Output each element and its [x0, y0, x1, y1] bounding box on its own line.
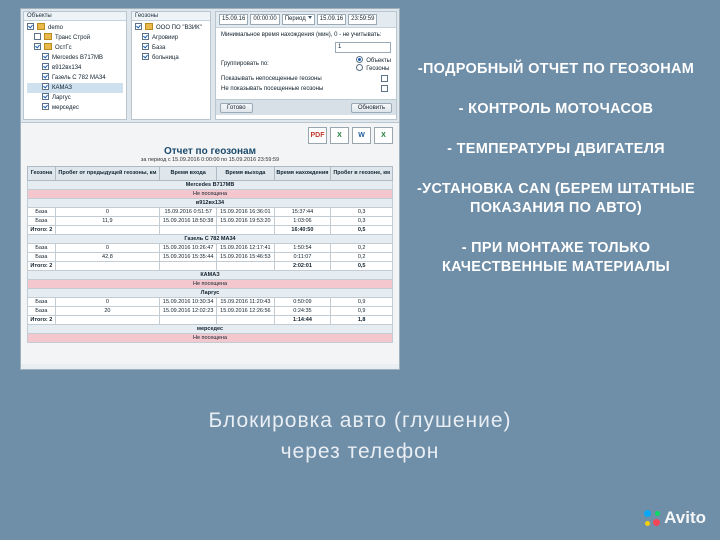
- tree-item-label: мерседес: [52, 105, 79, 111]
- tree-item[interactable]: [135, 53, 207, 63]
- group-label: в912вх134: [28, 199, 393, 208]
- cell-enter-time: [160, 316, 217, 325]
- tree-item[interactable]: [27, 103, 123, 113]
- show-unvisited-row[interactable]: [221, 75, 391, 82]
- cell-prev-distance: 20: [55, 307, 159, 316]
- cell-in-distance: 0,2: [331, 253, 393, 262]
- cell-total-label: Итого: 2: [28, 226, 56, 235]
- period-select[interactable]: Период: [282, 14, 315, 25]
- cell-in-distance: 0,2: [331, 244, 393, 253]
- radio-icon[interactable]: [356, 64, 363, 71]
- params-body: [216, 28, 396, 99]
- cell-geozone: База: [28, 217, 56, 226]
- cell-prev-distance: 0: [55, 244, 159, 253]
- tree-item[interactable]: [27, 23, 123, 33]
- not-visited-label: Не посещена: [28, 334, 393, 343]
- table-row: [28, 271, 393, 280]
- export-csv-button[interactable]: X: [374, 127, 393, 144]
- table-row: [28, 190, 393, 199]
- tree-item[interactable]: [27, 33, 123, 43]
- avito-label: Avito: [664, 508, 706, 527]
- folder-icon: [44, 33, 52, 40]
- cell-geozone: База: [28, 253, 56, 262]
- cell-enter-time: 15.09.2016 10:30:34: [160, 298, 217, 307]
- tree-item[interactable]: [27, 93, 123, 103]
- cell-prev-distance: 11,9: [55, 217, 159, 226]
- checkbox-icon[interactable]: [381, 85, 388, 92]
- min-stay-label: Минимальное время нахождения (мин), 0 - не учитывать:: [221, 32, 382, 38]
- col-in-distance: Пробег в геозоне, км: [331, 167, 393, 181]
- col-prev-distance: Пробег от предыдущей геозоны, км: [55, 167, 159, 181]
- radio-icon[interactable]: [356, 56, 363, 63]
- show-unvisited-label: Показывать непосещенные геозоны: [221, 75, 322, 82]
- hide-visited-row[interactable]: [221, 85, 391, 92]
- table-row: [28, 325, 393, 334]
- col-geozone: Геозона: [28, 167, 56, 181]
- col-duration: Время нахождения: [274, 167, 331, 181]
- export-xls-button[interactable]: X: [330, 127, 349, 144]
- top-panels: [21, 9, 399, 122]
- geozones-panel-title: Геозоны: [132, 12, 210, 21]
- promo-line-5: - ПРИ МОНТАЖЕ ТОЛЬКО КАЧЕСТВЕННЫЕ МАТЕРИАЛЫ: [441, 240, 671, 275]
- cell-in-distance: 0,9: [331, 307, 393, 316]
- cell-exit-time: 15.09.2016 15:46:53: [217, 253, 274, 262]
- export-doc-button[interactable]: W: [352, 127, 371, 144]
- tree-item[interactable]: [27, 43, 123, 53]
- footer-text: [0, 405, 720, 467]
- table-row: [28, 208, 393, 217]
- checkbox-icon[interactable]: [34, 33, 41, 40]
- cell-exit-time: 15.09.2016 12:26:56: [217, 307, 274, 316]
- objects-tree[interactable]: [24, 21, 126, 115]
- tree-item-label: База: [152, 45, 166, 51]
- tree-item-label: ООО ПО "ВЗИК": [156, 25, 202, 31]
- checkbox-icon[interactable]: [135, 23, 142, 30]
- export-toolbar: [27, 127, 393, 144]
- cell-total-label: Итого: 2: [28, 262, 56, 271]
- tree-item-label: больница: [152, 55, 179, 61]
- objects-panel: [23, 11, 127, 120]
- cell-exit-time: [217, 262, 274, 271]
- cell-duration: 2:02:01: [274, 262, 331, 271]
- geozones-panel: [131, 11, 211, 120]
- checkbox-icon[interactable]: [142, 43, 149, 50]
- cell-exit-time: 15.09.2016 16:36:01: [217, 208, 274, 217]
- tree-item[interactable]: [135, 23, 207, 33]
- cell-enter-time: 15.09.2016 0:51:57: [160, 208, 217, 217]
- cell-enter-time: 15.09.2016 12:02:23: [160, 307, 217, 316]
- params-bottom-bar: [216, 99, 396, 115]
- time-to-input[interactable]: 23:59:59: [348, 14, 377, 25]
- table-row: [28, 307, 393, 316]
- cell-duration: 15:37:44: [274, 208, 331, 217]
- time-from-input[interactable]: 00:00:00: [250, 14, 279, 25]
- cell-enter-time: 15.09.2016 18:50:38: [160, 217, 217, 226]
- cell-enter-time: 15.09.2016 15:35:44: [160, 253, 217, 262]
- date-to-input[interactable]: 15.09.16: [317, 14, 346, 25]
- report-title: Отчет по геозонам: [163, 146, 257, 157]
- tree-item-label: Агровиир: [152, 35, 179, 41]
- table-row-total: [28, 262, 393, 271]
- cell-geozone: База: [28, 208, 56, 217]
- col-enter-time: Время входа: [160, 167, 217, 181]
- tree-item-label: в912вх134: [52, 65, 82, 71]
- group-row: [221, 56, 391, 72]
- table-row: [28, 280, 393, 289]
- table-row: [28, 217, 393, 226]
- cell-in-distance: 1,8: [331, 316, 393, 325]
- tree-item-label: Mercedes B717MB: [52, 55, 104, 61]
- footer-line-1: Блокировка авто (глушение): [208, 409, 512, 432]
- table-row-total: [28, 316, 393, 325]
- cell-duration: 1:03:06: [274, 217, 331, 226]
- promo-line-1: -ПОДРОБНЫЙ ОТЧЕТ ПО ГЕОЗОНАМ: [417, 61, 695, 77]
- folder-icon: [145, 23, 153, 30]
- report-params-panel: [215, 11, 397, 120]
- cell-duration: 1:50:54: [274, 244, 331, 253]
- folder-icon: [44, 43, 52, 50]
- promo-list: [406, 60, 706, 298]
- cell-exit-time: [217, 316, 274, 325]
- min-stay-input[interactable]: 1: [335, 42, 391, 53]
- cell-duration: 0:24:35: [274, 307, 331, 316]
- cell-in-distance: 0,3: [331, 208, 393, 217]
- cell-geozone: База: [28, 307, 56, 316]
- tree-item-label: ОстГс: [55, 45, 72, 51]
- checkbox-icon[interactable]: [381, 75, 388, 82]
- promo-line-2: - КОНТРОЛЬ МОТОЧАСОВ: [458, 101, 654, 117]
- tree-item[interactable]: [27, 53, 123, 63]
- tree-item[interactable]: [135, 43, 207, 53]
- export-pdf-button[interactable]: PDF: [308, 127, 327, 144]
- table-row: [28, 289, 393, 298]
- group-label: Газель С 782 МА34: [28, 235, 393, 244]
- table-row: [28, 181, 393, 190]
- table-row: [28, 298, 393, 307]
- not-visited-label: Не посещена: [28, 190, 393, 199]
- tree-item[interactable]: [27, 73, 123, 83]
- objects-panel-title: Объекты: [24, 12, 126, 21]
- checkbox-icon[interactable]: [142, 53, 149, 60]
- tree-item-label: Газель С 782 МА34: [52, 75, 106, 81]
- promo-line-3: - ТЕМПЕРАТУРЫ ДВИГАТЕЛЯ: [447, 141, 665, 157]
- cell-duration: 0:50:09: [274, 298, 331, 307]
- checkbox-icon[interactable]: [42, 73, 49, 80]
- geozones-tree[interactable]: [132, 21, 210, 65]
- cell-exit-time: 15.09.2016 19:53:20: [217, 217, 274, 226]
- report-table: [27, 166, 393, 343]
- cell-duration: 16:40:50: [274, 226, 331, 235]
- avito-logo-icon: [644, 510, 660, 526]
- cell-geozone: База: [28, 244, 56, 253]
- refresh-button[interactable]: Обновить: [351, 103, 392, 113]
- tree-item-label: demo: [48, 25, 64, 31]
- group-label: Группировать по:: [221, 61, 269, 67]
- checkbox-icon[interactable]: [142, 33, 149, 40]
- cell-in-distance: 0,9: [331, 298, 393, 307]
- application-window: [20, 8, 400, 370]
- cell-enter-time: 15.09.2016 10:26:47: [160, 244, 217, 253]
- group-label: мерседес: [28, 325, 393, 334]
- checkbox-icon[interactable]: [42, 93, 49, 100]
- cell-enter-time: [160, 262, 217, 271]
- tree-item[interactable]: [135, 33, 207, 43]
- checkbox-icon[interactable]: [27, 23, 34, 30]
- table-row: [28, 199, 393, 208]
- cell-geozone: База: [28, 298, 56, 307]
- hide-visited-label: Не показывать посещенные геозоны: [221, 85, 324, 92]
- group-label: Mercedes B717MB: [28, 181, 393, 190]
- table-row-total: [28, 226, 393, 235]
- checkbox-icon[interactable]: [42, 83, 49, 90]
- tree-item-selected[interactable]: [27, 83, 123, 93]
- date-from-input[interactable]: 15.09.16: [219, 14, 248, 25]
- avito-watermark: [644, 508, 706, 528]
- cell-exit-time: 15.09.2016 11:20:43: [217, 298, 274, 307]
- checkbox-icon[interactable]: [34, 43, 41, 50]
- cell-enter-time: [160, 226, 217, 235]
- cell-in-distance: 0,5: [331, 262, 393, 271]
- checkbox-icon[interactable]: [42, 103, 49, 110]
- group-option-objects[interactable]: Объекты: [356, 56, 391, 64]
- tree-item-label: Ларгус: [52, 95, 71, 101]
- checkbox-icon[interactable]: [42, 53, 49, 60]
- not-visited-label: Не посещена: [28, 280, 393, 289]
- folder-icon: [37, 23, 45, 30]
- cell-prev-distance: [55, 226, 159, 235]
- cell-in-distance: 0,3: [331, 217, 393, 226]
- cell-prev-distance: [55, 262, 159, 271]
- cell-exit-time: [217, 226, 274, 235]
- group-option-geozones[interactable]: Геозоны: [356, 64, 391, 72]
- table-row: [28, 244, 393, 253]
- cell-prev-distance: 42,8: [55, 253, 159, 262]
- generate-report-button[interactable]: Готово: [220, 103, 253, 113]
- footer-line-2: через телефон: [280, 440, 440, 463]
- tree-item-label: КАМАЗ: [52, 85, 73, 91]
- period-toolbar: [216, 12, 396, 28]
- cell-in-distance: 0,5: [331, 226, 393, 235]
- group-label: КАМАЗ: [28, 271, 393, 280]
- report-subtitle: за период с 15.09.2016 0:00:00 по 15.09.2016 23:59:59: [140, 157, 280, 163]
- table-header-row: [28, 167, 393, 181]
- tree-item-label: Транс Строй: [55, 35, 91, 41]
- table-row: [28, 334, 393, 343]
- promo-line-4: -УСТАНОВКА CAN (БЕРЕМ ШТАТНЫЕ ПОКАЗАНИЯ ПО АВТО): [417, 181, 695, 216]
- cell-prev-distance: 0: [55, 298, 159, 307]
- report-area: [21, 122, 399, 364]
- cell-duration: 1:14:44: [274, 316, 331, 325]
- cell-total-label: Итого: 2: [28, 316, 56, 325]
- checkbox-icon[interactable]: [42, 63, 49, 70]
- table-row: [28, 235, 393, 244]
- min-stay-row: [221, 42, 391, 53]
- cell-exit-time: 15.09.2016 12:17:41: [217, 244, 274, 253]
- table-row: [28, 253, 393, 262]
- col-exit-time: Время выхода: [217, 167, 274, 181]
- cell-prev-distance: [55, 316, 159, 325]
- group-options: [356, 56, 391, 72]
- tree-item[interactable]: [27, 63, 123, 73]
- group-label: Ларгус: [28, 289, 393, 298]
- cell-duration: 0:11:07: [274, 253, 331, 262]
- chevron-down-icon: [308, 16, 312, 19]
- cell-prev-distance: 0: [55, 208, 159, 217]
